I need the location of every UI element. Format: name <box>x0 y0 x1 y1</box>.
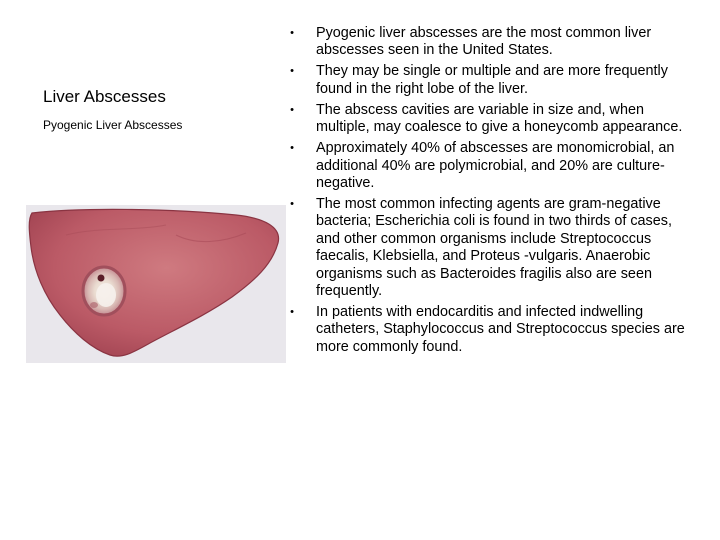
bullet-item <box>286 140 690 192</box>
bullet-icon: • <box>290 142 294 155</box>
bullet-text: The most common infecting agents are gram-negative bacteria; Escherichia coli is found in two thirds of cases, and other common organisms include Streptococcus faecalis, Klebsiella, and Proteus -vulgaris. Anaerobic organisms such as Bacteroides fragilis also are seen frequently. <box>316 196 672 300</box>
bullet-item <box>286 25 690 60</box>
bullet-item <box>286 102 690 137</box>
bullet-item <box>286 63 690 98</box>
bullet-icon: • <box>290 65 294 78</box>
bullet-icon: • <box>290 27 294 39</box>
bullet-text: The abscess cavities are variable in size and, when multiple, may coalesce to give a honeycomb appearance. <box>316 101 683 136</box>
liver-specimen-image <box>26 205 286 363</box>
bullet-list <box>286 25 690 360</box>
slide-subtitle: Pyogenic Liver Abscesses <box>43 118 183 132</box>
bullet-icon: • <box>290 306 294 319</box>
slide-title: Liver Abscesses <box>43 87 166 106</box>
bullet-text: They may be single or multiple and are more frequently found in the right lobe of the liver. <box>316 63 668 97</box>
bullet-item <box>286 196 690 300</box>
bullet-icon: • <box>290 103 294 116</box>
bullet-item <box>286 304 690 356</box>
bullet-text: Pyogenic liver abscesses are the most common liver abscesses seen in the United States. <box>316 25 652 59</box>
bullet-text: In patients with endocarditis and infected indwelling catheters, Staphylococcus and Streptococcus species are more commonly found. <box>316 304 685 355</box>
bullet-icon: • <box>290 198 294 211</box>
bullet-text: Approximately 40% of abscesses are monomicrobial, an additional 40% are polymicrobial, and 20% are culture-negative. <box>316 140 675 192</box>
